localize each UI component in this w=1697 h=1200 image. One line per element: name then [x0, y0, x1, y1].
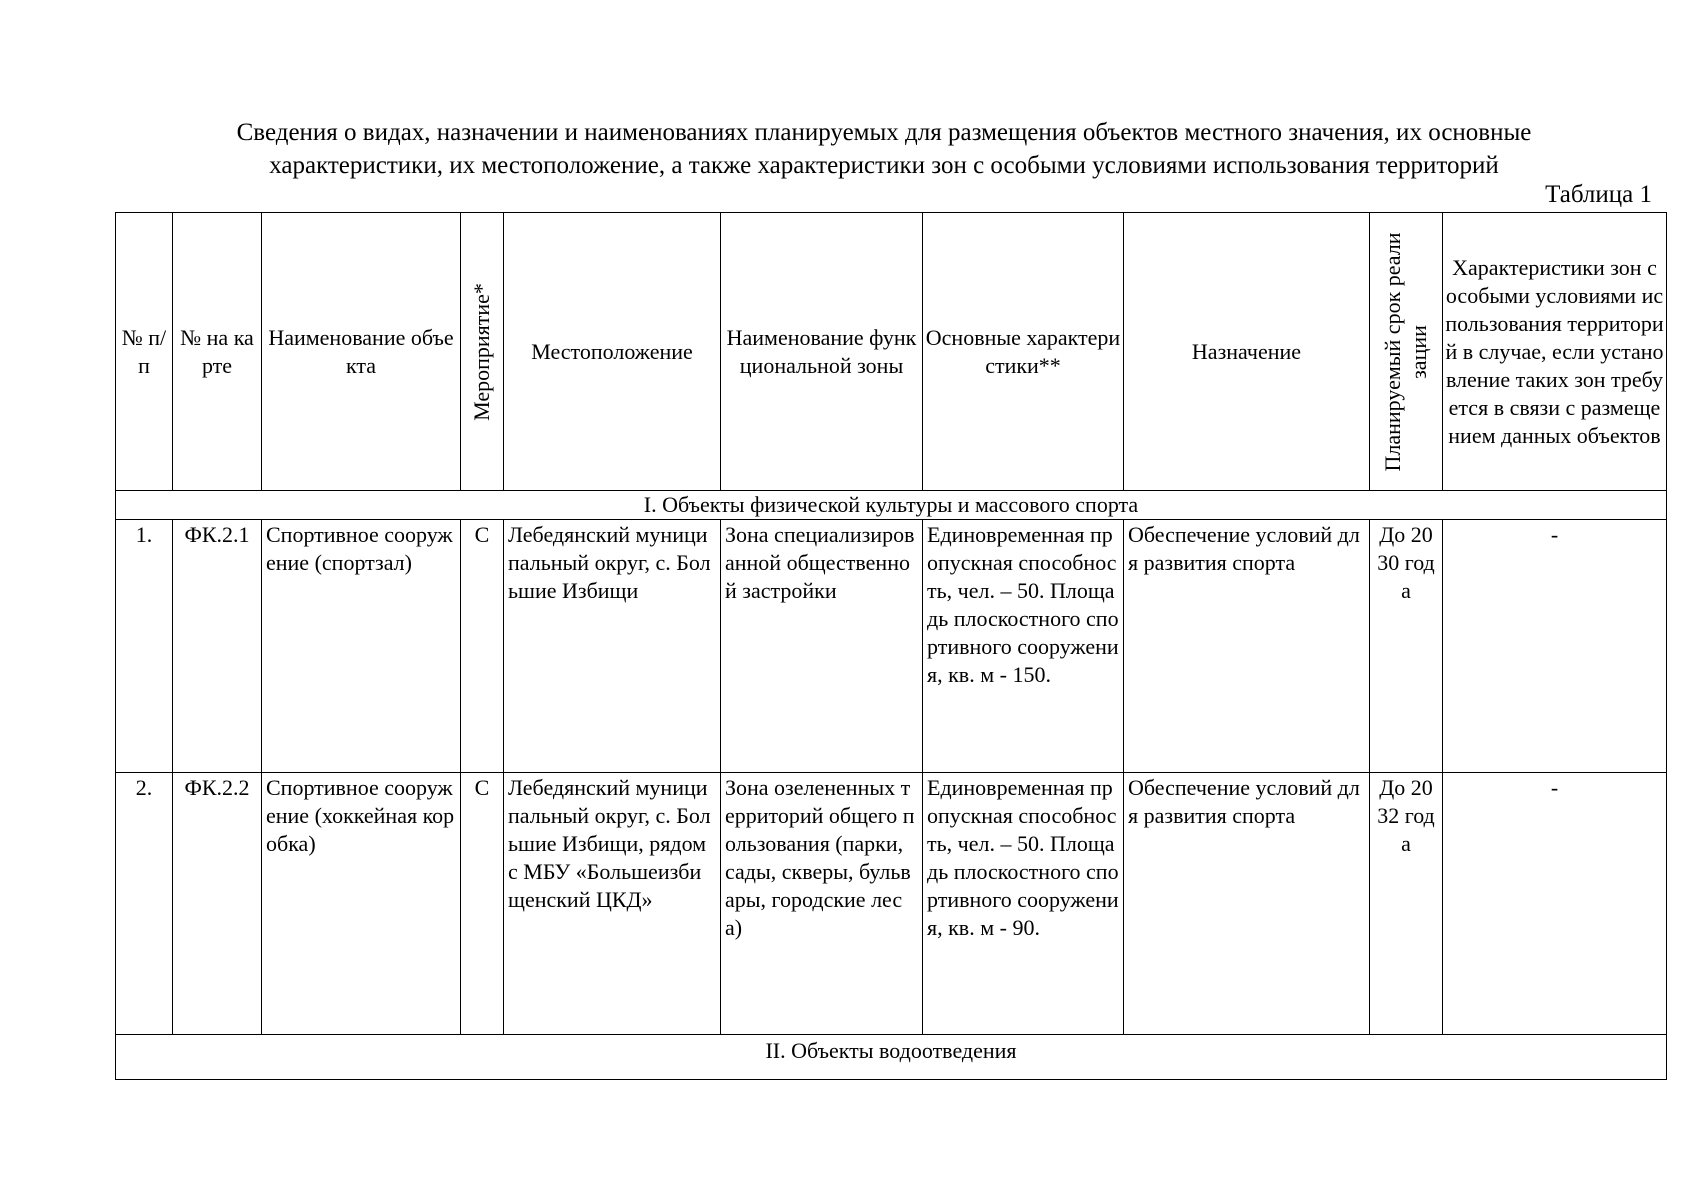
- cell-characteristics: Единовременная пропускная способность, чел. – 50. Площадь плоскостного спортивного сооружения, кв. м - 150.: [923, 520, 1124, 773]
- header-term-text: Планируемый срок реализации: [1380, 231, 1431, 472]
- table-row: [116, 773, 1667, 1035]
- cell-term: До 2030 года: [1370, 520, 1443, 773]
- cell-zone-characteristics: -: [1443, 520, 1667, 773]
- document-title: [118, 116, 1650, 182]
- header-name: Наименование объекта: [262, 213, 461, 491]
- header-term: [1370, 213, 1443, 491]
- cell-num: 1.: [116, 520, 173, 773]
- cell-term: До 2032 года: [1370, 773, 1443, 1035]
- cell-purpose: Обеспечение условий для развития спорта: [1124, 773, 1370, 1035]
- header-location: Местоположение: [504, 213, 721, 491]
- header-zone-characteristics: Характеристики зон с особыми условиями использования территорий в случае, если установление таких зон требуется в связи с размещением данных объектов: [1443, 213, 1667, 491]
- cell-event: С: [461, 520, 504, 773]
- header-event: [461, 213, 504, 491]
- cell-purpose: Обеспечение условий для развития спорта: [1124, 520, 1370, 773]
- cell-event: С: [461, 773, 504, 1035]
- cell-map-num: ФК.2.2: [173, 773, 262, 1035]
- cell-num: 2.: [116, 773, 173, 1035]
- planned-objects-table: [115, 212, 1667, 1080]
- table-row: [116, 520, 1667, 773]
- header-num: № п/п: [116, 213, 173, 491]
- cell-map-num: ФК.2.1: [173, 520, 262, 773]
- section-title-drainage: II. Объекты водоотведения: [116, 1035, 1667, 1080]
- document-title-line-1: Сведения о видах, назначении и наименованиях планируемых для размещения объектов местного значения, их основные: [236, 119, 1532, 146]
- cell-zone: Зона специализированной общественной застройки: [721, 520, 923, 773]
- header-zone: Наименование функциональной зоны: [721, 213, 923, 491]
- cell-location: Лебедянский муниципальный округ, с. Большие Избищи: [504, 520, 721, 773]
- cell-zone-characteristics: -: [1443, 773, 1667, 1035]
- header-event-text: Мероприятие*: [469, 282, 494, 421]
- table-header-row: [116, 213, 1667, 491]
- section-row: [116, 1035, 1667, 1080]
- table-number: Таблица 1: [1545, 181, 1652, 208]
- header-purpose: Назначение: [1124, 213, 1370, 491]
- cell-location: Лебедянский муниципальный округ, с. Большие Избищи, рядом с МБУ «Большеизбищенский ЦКД»: [504, 773, 721, 1035]
- document-title-line-2: характеристики, их местоположение, а также характеристики зон с особыми условиями использования территорий: [269, 152, 1499, 179]
- header-map-num: № на карте: [173, 213, 262, 491]
- header-characteristics: Основные характеристики**: [923, 213, 1124, 491]
- cell-name: Спортивное сооружение (хоккейная коробка): [262, 773, 461, 1035]
- cell-characteristics: Единовременная пропускная способность, чел. – 50. Площадь плоскостного спортивного сооружения, кв. м - 90.: [923, 773, 1124, 1035]
- section-row: [116, 491, 1667, 520]
- cell-zone: Зона озелененных территорий общего пользования (парки, сады, скверы, бульвары, городские леса): [721, 773, 923, 1035]
- section-title-sports: I. Объекты физической культуры и массового спорта: [116, 491, 1667, 520]
- cell-name: Спортивное сооружение (спортзал): [262, 520, 461, 773]
